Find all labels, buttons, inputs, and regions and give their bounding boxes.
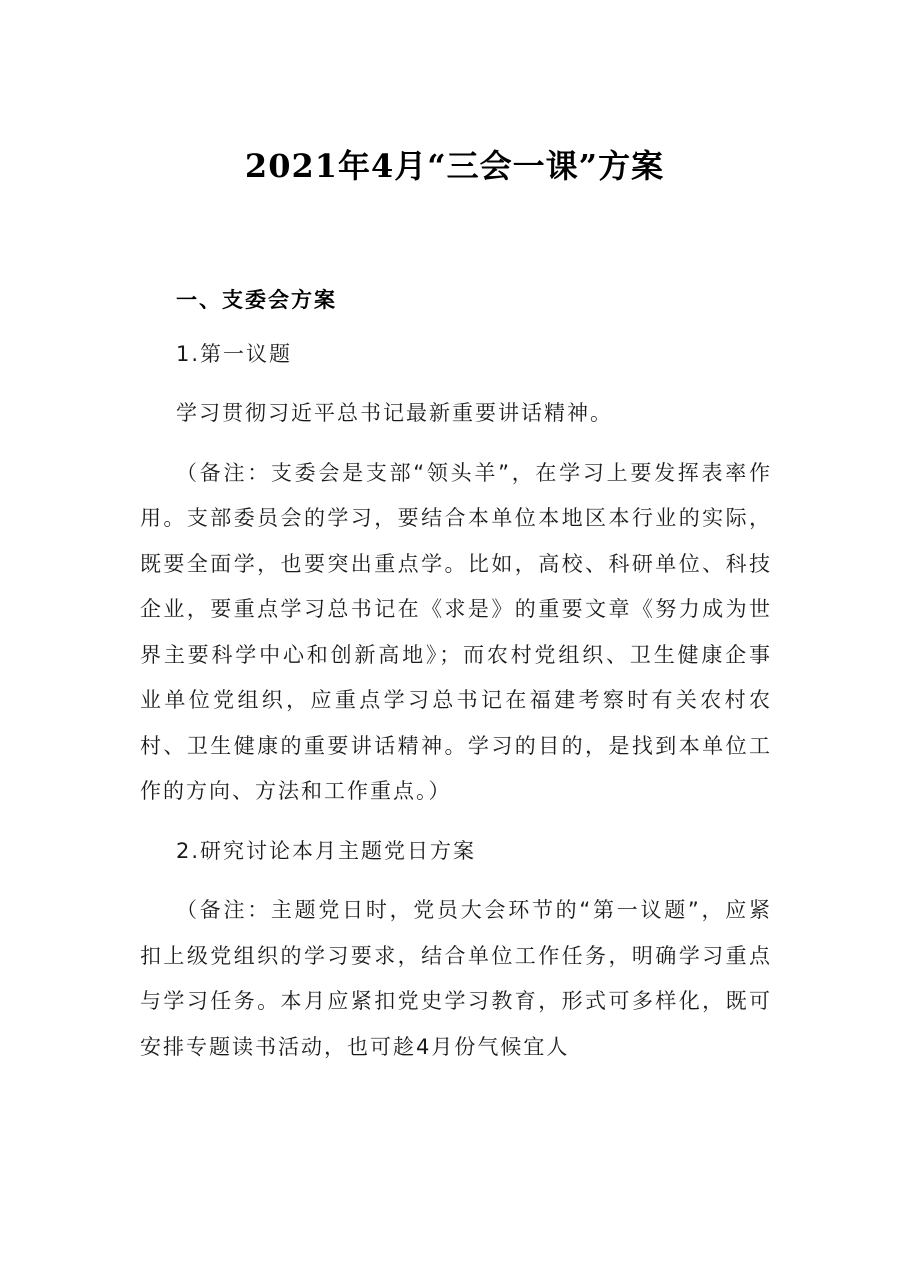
item-heading-2: 2.研究讨论本月主题党日方案 <box>176 838 477 863</box>
item-heading-1: 1.第一议题 <box>176 341 293 366</box>
item-note-2: （备注：主题党日时，党员大会环节的“第一议题”，应紧扣上级党组织的学习要求，结合单位工作任务，明确学习重点与学习任务。本月应紧扣党史学习教育，形式可多样化，既可安排专题读书活动，也可趁4月份气候宜人 <box>140 898 772 1059</box>
document-title: 2021年4月“三会一课”方案 <box>244 147 665 185</box>
item-text-1: 学习贯彻习近平总书记最新重要讲话精神。 <box>176 401 613 425</box>
document-body <box>140 278 772 1070</box>
section-heading: 一、支委会方案 <box>176 288 337 312</box>
item-note-1: （备注：支委会是支部“领头羊”，在学习上要发挥表率作用。支部委员会的学习，要结合本单位本地区本行业的实际，既要全面学，也要突出重点学。比如，高校、科研单位、科技企业，要重点学习总书记在《求是》的重要文章《努力成为世界主要科学中心和创新高地》；而农村党组织、卫生健康企事业单位党组织，应重点学习总书记在福建考察时有关农村农村、卫生健康的重要讲话精神。学习的目的，是找到本单位工作的方向、方法和工作重点。） <box>140 460 772 803</box>
